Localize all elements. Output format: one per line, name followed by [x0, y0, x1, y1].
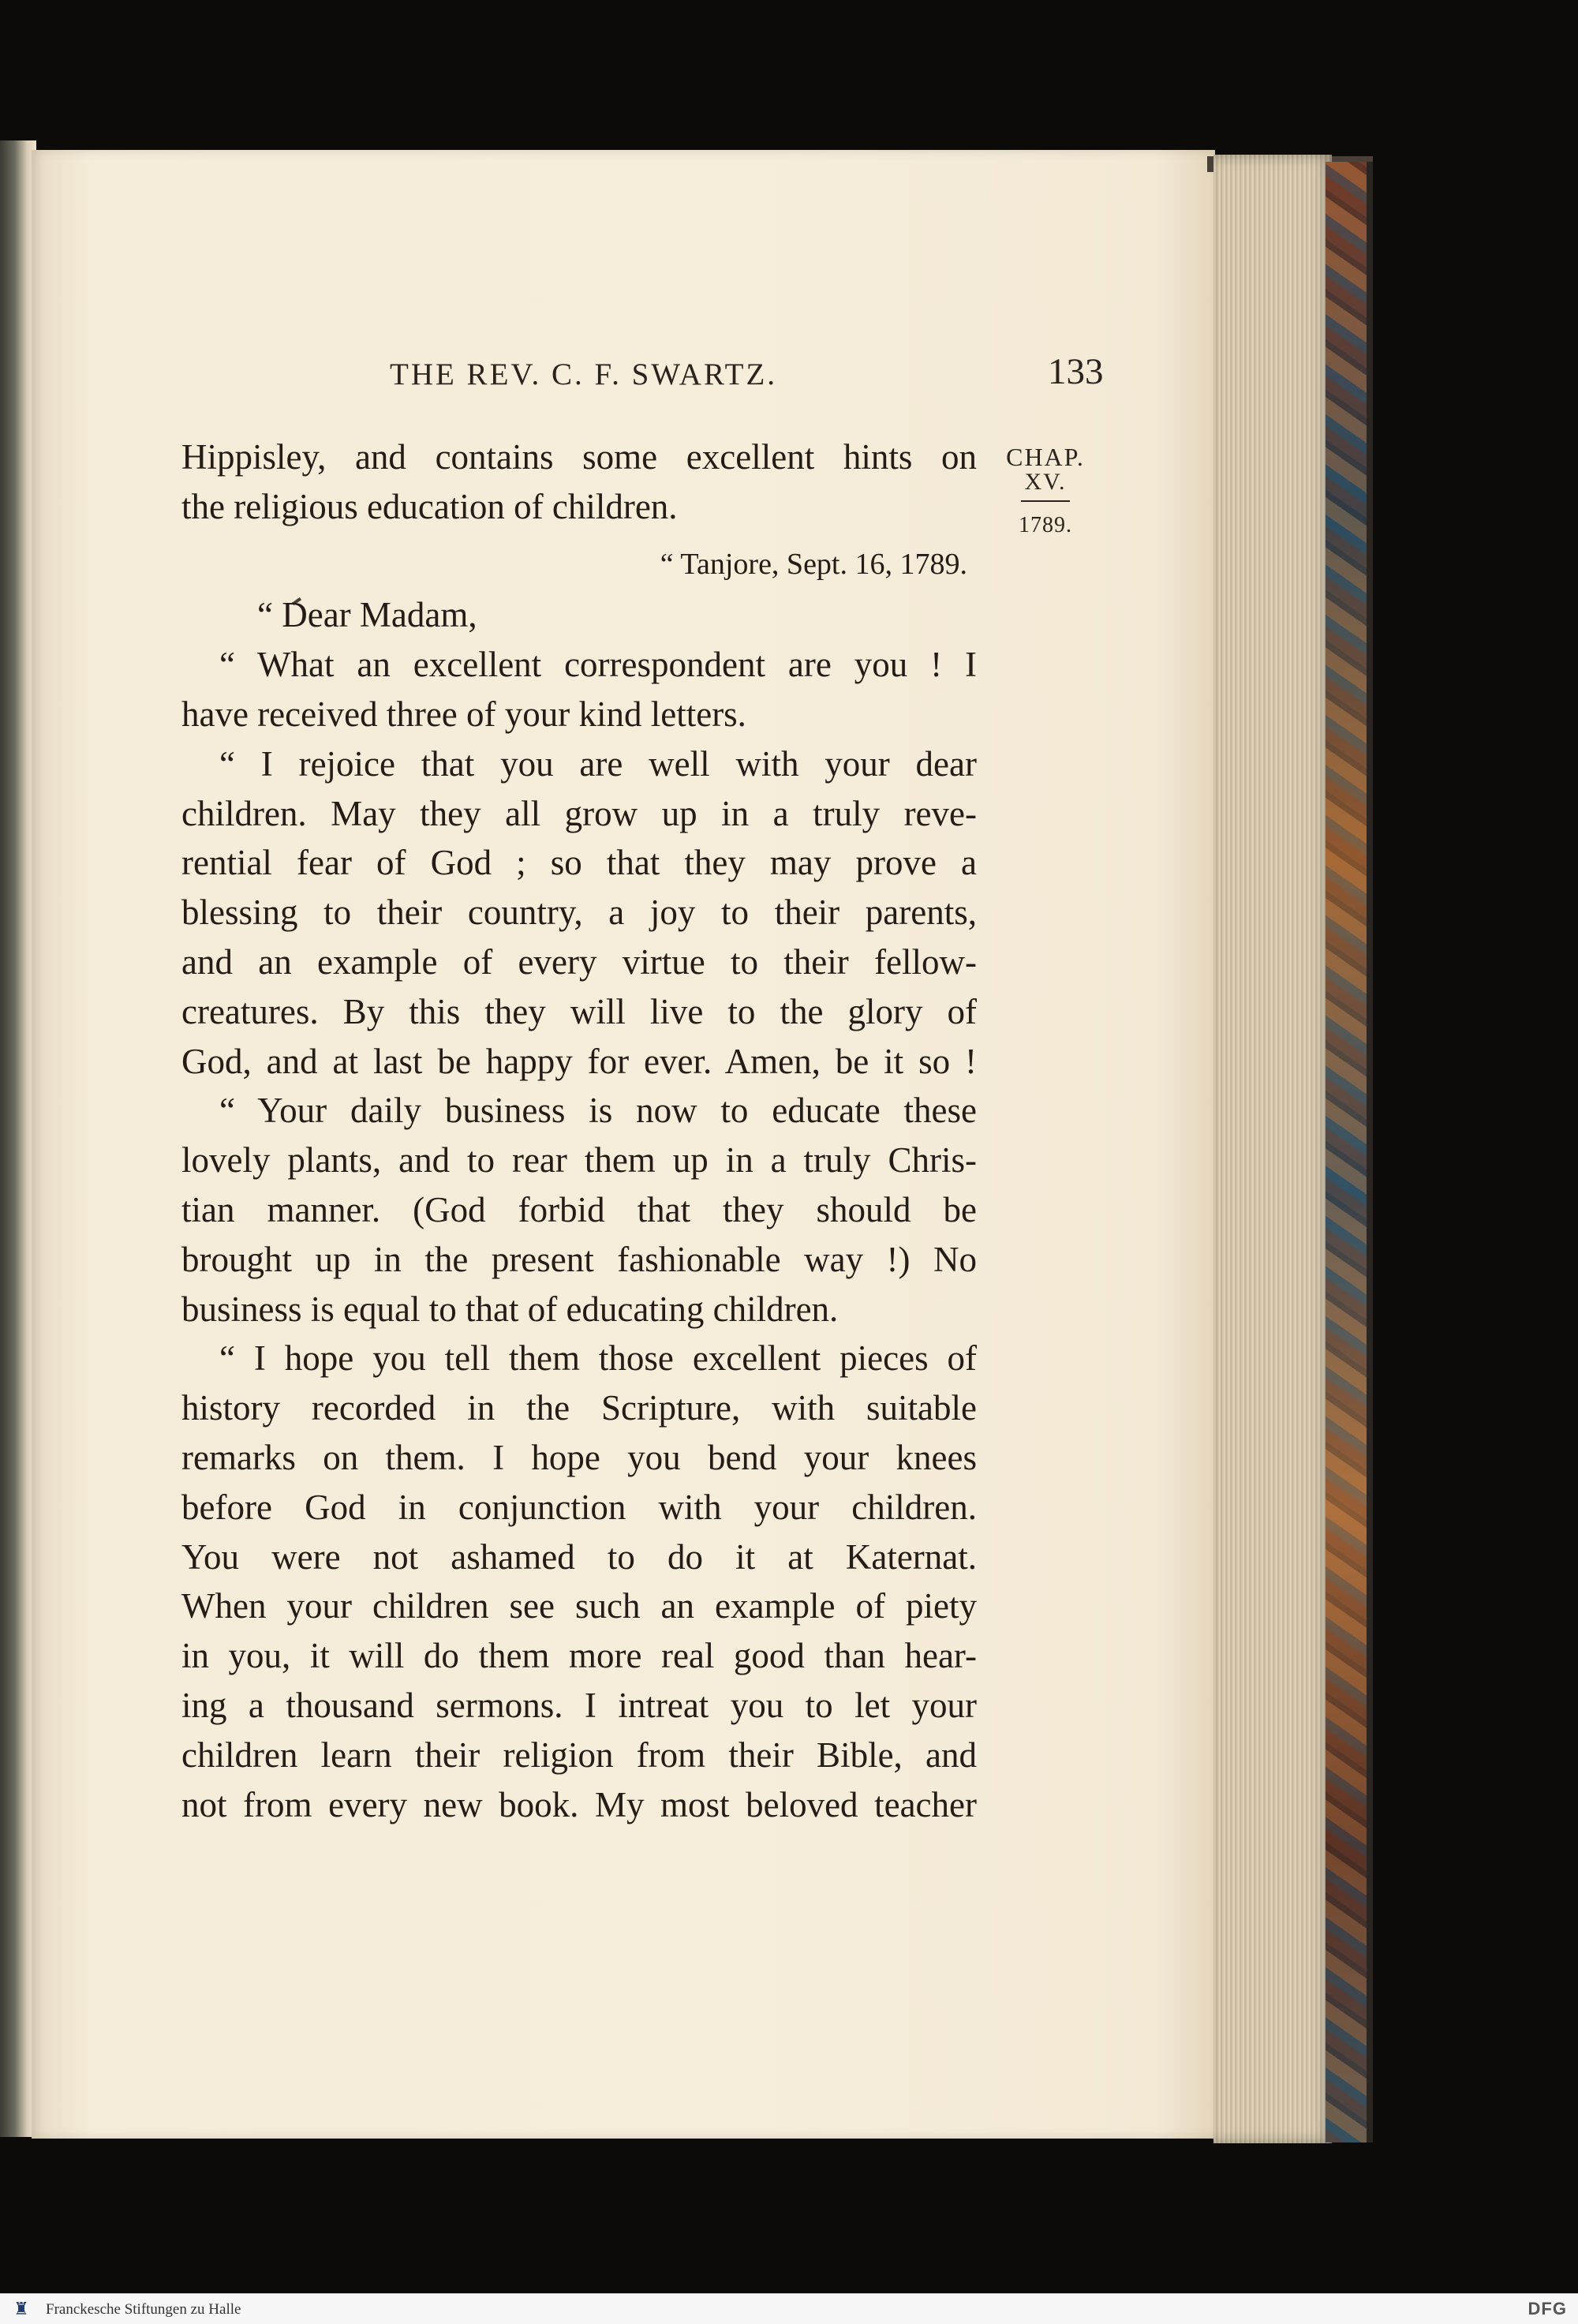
text-line: ing a thousand sermons. I intreat you to let your [181, 1685, 977, 1725]
chapter-label: CHAP. [1006, 443, 1085, 471]
letter-dateline: “ Tanjore, Sept. 16, 1789. [660, 547, 967, 581]
text-line: in you, it will do them more real good than hear- [181, 1636, 977, 1676]
text-line: “ Your daily business is now to educate these [219, 1091, 977, 1131]
text-line: You were not ashamed to do it at Katernat. [181, 1536, 977, 1577]
text-line: creatures. By this they will live to the glory of [181, 991, 977, 1031]
institution-logo-icon: ♜ [13, 2299, 29, 2318]
side-note [1002, 443, 1089, 538]
text-line: remarks on them. I hope you bend your knees [181, 1437, 977, 1477]
text-line: history recorded in the Scripture, with suitable [181, 1388, 977, 1428]
page-block-edge [1213, 155, 1332, 2143]
viewer-footer [0, 2293, 1578, 2324]
running-title: THE REV. C. F. SWARTZ. [390, 357, 778, 391]
chapter-number: XV. [1024, 469, 1067, 495]
dfg-logo: DFG [1528, 2299, 1567, 2318]
text-line: Hippisley, and contains some excellent hints on [181, 437, 977, 477]
text-line: lovely plants, and to rear them up in a truly Chris- [181, 1140, 977, 1181]
text-line: have received three of your kind letters. [181, 694, 746, 734]
institution-name: Franckesche Stiftungen zu Halle [46, 2301, 241, 2318]
text-line: “ What an excellent correspondent are you ! I [219, 645, 977, 685]
side-note-year: 1789. [1019, 513, 1072, 537]
text-line: When your children see such an example of piety [181, 1586, 977, 1626]
text-line: the religious education of children. [181, 486, 678, 526]
text-line: business is equal to that of educating children. [181, 1289, 839, 1329]
text-line: “ I rejoice that you are well with your dear [219, 743, 977, 784]
text-line: blessing to their country, a joy to their parents, [181, 893, 977, 933]
text-line: children learn their religion from their Bible, and [181, 1735, 977, 1775]
marbled-cover-edge [1326, 162, 1373, 2142]
page-number: 133 [1048, 351, 1104, 392]
text-line: children. May they all grow up in a truly reve- [181, 793, 977, 833]
side-note-rule [1021, 500, 1070, 502]
text-line: and an example of every virtue to their fellow- [181, 941, 977, 982]
body-text [181, 432, 977, 1829]
text-line: “ I hope you tell them those excellent pieces of [219, 1338, 977, 1379]
text-line: before God in conjunction with your children. [181, 1487, 977, 1527]
text-line: tian manner. (God forbid that they should be [181, 1189, 977, 1229]
text-line: rential fear of God ; so that they may prove a [181, 843, 977, 883]
text-line: God, and at last be happy for ever. Amen, be it so ! [181, 1041, 977, 1081]
text-line: not from every new book. My most beloved teacher [181, 1784, 977, 1824]
letter-salutation: “ Dear Madam, [257, 595, 477, 635]
text-line: brought up in the present fashionable way !) No [181, 1239, 977, 1279]
